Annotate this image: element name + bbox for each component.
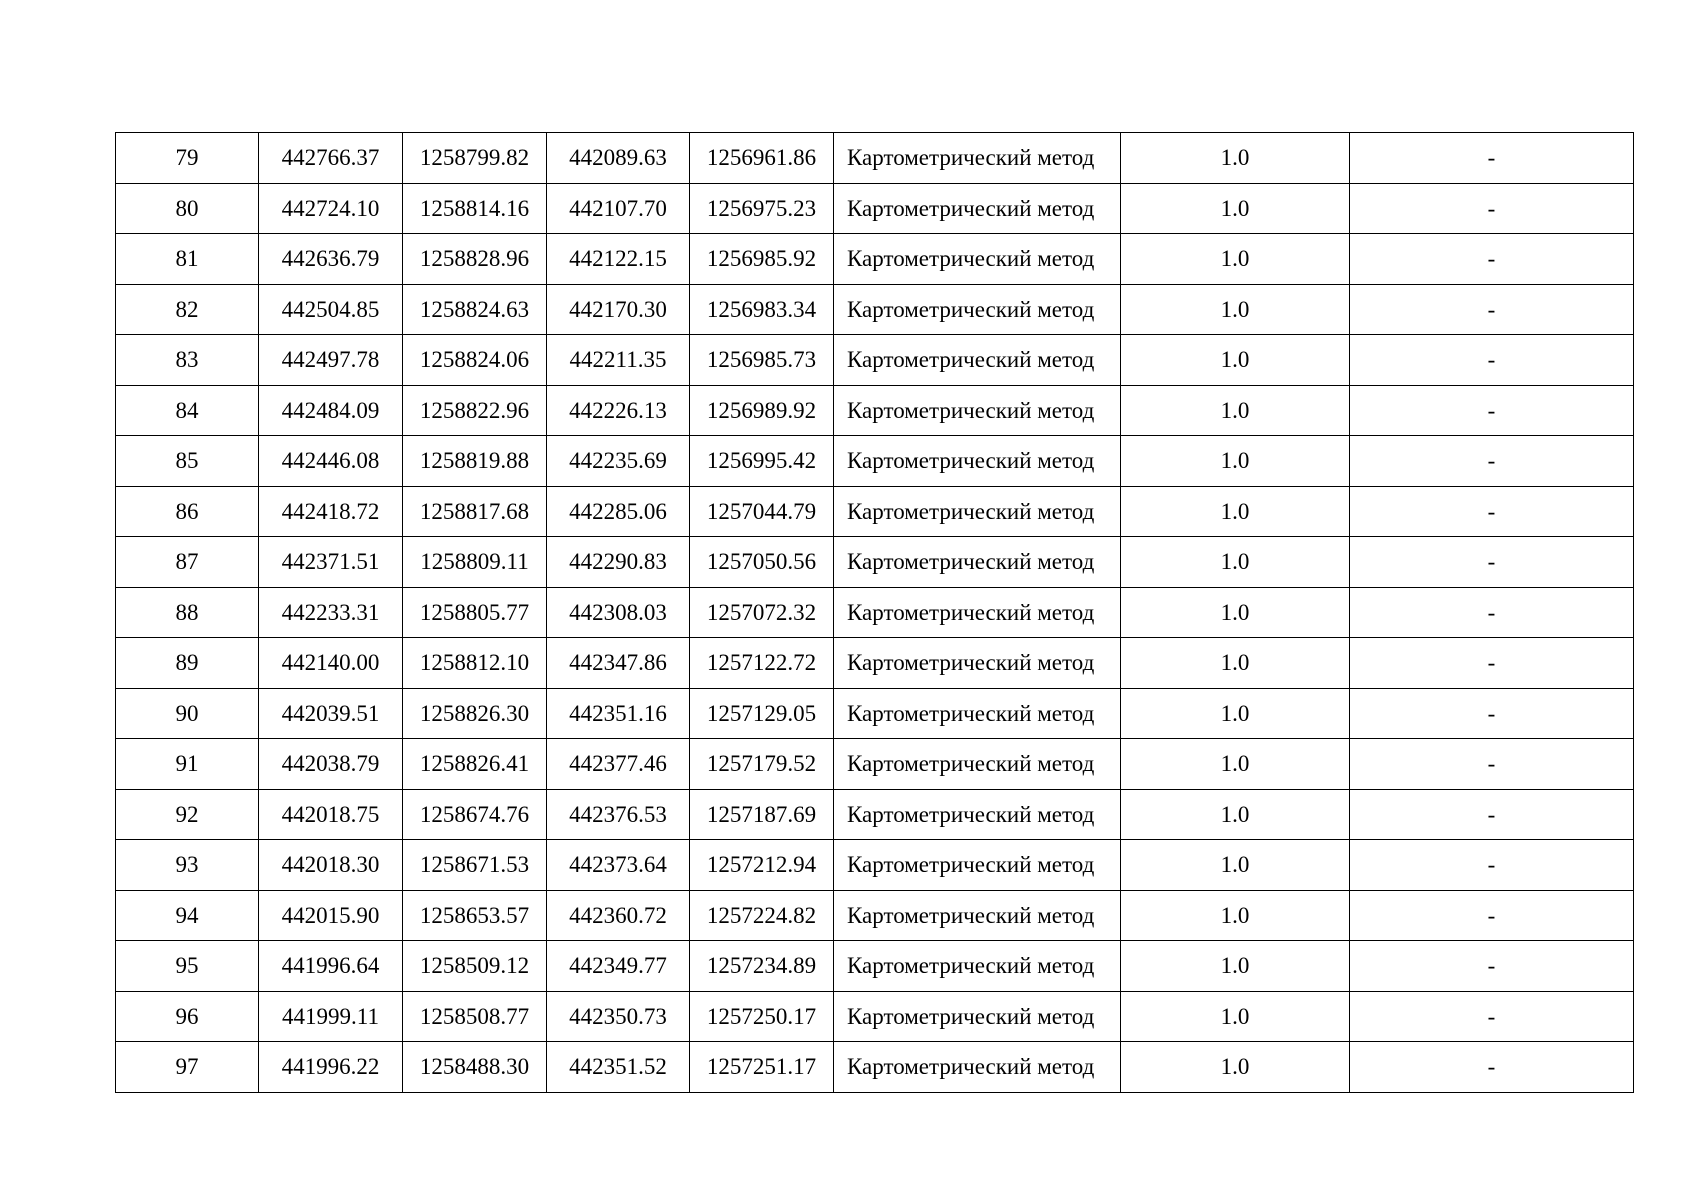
- y1-coordinate-cell: 1258817.68: [403, 486, 547, 537]
- y2-coordinate-cell: 1257234.89: [690, 941, 834, 992]
- x1-coordinate-cell: 442038.79: [259, 739, 403, 790]
- coordinates-table: [115, 132, 1634, 1093]
- point-number-cell: 94: [116, 890, 259, 941]
- x2-coordinate-cell: 442235.69: [547, 436, 690, 487]
- x2-coordinate-cell: 442351.16: [547, 688, 690, 739]
- note-cell: -: [1350, 688, 1634, 739]
- table-row: [116, 840, 1634, 891]
- table-row: [116, 890, 1634, 941]
- accuracy-cell: 1.0: [1121, 284, 1350, 335]
- accuracy-cell: 1.0: [1121, 688, 1350, 739]
- x2-coordinate-cell: 442285.06: [547, 486, 690, 537]
- x1-coordinate-cell: 442018.75: [259, 789, 403, 840]
- note-cell: -: [1350, 486, 1634, 537]
- table-row: [116, 436, 1634, 487]
- note-cell: -: [1350, 890, 1634, 941]
- method-cell: Картометрический метод: [834, 941, 1121, 992]
- accuracy-cell: 1.0: [1121, 991, 1350, 1042]
- point-number-cell: 79: [116, 133, 259, 184]
- accuracy-cell: 1.0: [1121, 941, 1350, 992]
- x1-coordinate-cell: 442015.90: [259, 890, 403, 941]
- y1-coordinate-cell: 1258671.53: [403, 840, 547, 891]
- accuracy-cell: 1.0: [1121, 739, 1350, 790]
- table-row: [116, 739, 1634, 790]
- method-cell: Картометрический метод: [834, 890, 1121, 941]
- point-number-cell: 86: [116, 486, 259, 537]
- x1-coordinate-cell: 442233.31: [259, 587, 403, 638]
- x1-coordinate-cell: 442504.85: [259, 284, 403, 335]
- note-cell: -: [1350, 133, 1634, 184]
- x2-coordinate-cell: 442107.70: [547, 183, 690, 234]
- y2-coordinate-cell: 1256989.92: [690, 385, 834, 436]
- y1-coordinate-cell: 1258809.11: [403, 537, 547, 588]
- table-row: [116, 133, 1634, 184]
- y1-coordinate-cell: 1258509.12: [403, 941, 547, 992]
- x2-coordinate-cell: 442360.72: [547, 890, 690, 941]
- y1-coordinate-cell: 1258508.77: [403, 991, 547, 1042]
- y2-coordinate-cell: 1257050.56: [690, 537, 834, 588]
- point-number-cell: 90: [116, 688, 259, 739]
- accuracy-cell: 1.0: [1121, 335, 1350, 386]
- accuracy-cell: 1.0: [1121, 890, 1350, 941]
- y2-coordinate-cell: 1257072.32: [690, 587, 834, 638]
- y2-coordinate-cell: 1257251.17: [690, 1042, 834, 1093]
- x2-coordinate-cell: 442347.86: [547, 638, 690, 689]
- accuracy-cell: 1.0: [1121, 183, 1350, 234]
- accuracy-cell: 1.0: [1121, 385, 1350, 436]
- y1-coordinate-cell: 1258824.63: [403, 284, 547, 335]
- method-cell: Картометрический метод: [834, 537, 1121, 588]
- x2-coordinate-cell: 442376.53: [547, 789, 690, 840]
- x1-coordinate-cell: 442018.30: [259, 840, 403, 891]
- table-row: [116, 991, 1634, 1042]
- method-cell: Картометрический метод: [834, 688, 1121, 739]
- accuracy-cell: 1.0: [1121, 133, 1350, 184]
- note-cell: -: [1350, 941, 1634, 992]
- point-number-cell: 87: [116, 537, 259, 588]
- point-number-cell: 97: [116, 1042, 259, 1093]
- y2-coordinate-cell: 1256975.23: [690, 183, 834, 234]
- method-cell: Картометрический метод: [834, 133, 1121, 184]
- y1-coordinate-cell: 1258814.16: [403, 183, 547, 234]
- x1-coordinate-cell: 442484.09: [259, 385, 403, 436]
- point-number-cell: 80: [116, 183, 259, 234]
- method-cell: Картометрический метод: [834, 840, 1121, 891]
- x1-coordinate-cell: 441996.22: [259, 1042, 403, 1093]
- note-cell: -: [1350, 739, 1634, 790]
- x1-coordinate-cell: 442766.37: [259, 133, 403, 184]
- x1-coordinate-cell: 442446.08: [259, 436, 403, 487]
- point-number-cell: 83: [116, 335, 259, 386]
- y2-coordinate-cell: 1256995.42: [690, 436, 834, 487]
- y2-coordinate-cell: 1256983.34: [690, 284, 834, 335]
- method-cell: Картометрический метод: [834, 486, 1121, 537]
- y2-coordinate-cell: 1257122.72: [690, 638, 834, 689]
- table-row: [116, 284, 1634, 335]
- point-number-cell: 82: [116, 284, 259, 335]
- note-cell: -: [1350, 436, 1634, 487]
- note-cell: -: [1350, 840, 1634, 891]
- y1-coordinate-cell: 1258824.06: [403, 335, 547, 386]
- x2-coordinate-cell: 442290.83: [547, 537, 690, 588]
- y1-coordinate-cell: 1258812.10: [403, 638, 547, 689]
- method-cell: Картометрический метод: [834, 991, 1121, 1042]
- y2-coordinate-cell: 1257044.79: [690, 486, 834, 537]
- y2-coordinate-cell: 1257187.69: [690, 789, 834, 840]
- table-row: [116, 183, 1634, 234]
- x2-coordinate-cell: 442377.46: [547, 739, 690, 790]
- y2-coordinate-cell: 1256985.92: [690, 234, 834, 285]
- y1-coordinate-cell: 1258822.96: [403, 385, 547, 436]
- x1-coordinate-cell: 442724.10: [259, 183, 403, 234]
- method-cell: Картометрический метод: [834, 385, 1121, 436]
- x2-coordinate-cell: 442350.73: [547, 991, 690, 1042]
- x2-coordinate-cell: 442349.77: [547, 941, 690, 992]
- note-cell: -: [1350, 335, 1634, 386]
- y1-coordinate-cell: 1258828.96: [403, 234, 547, 285]
- accuracy-cell: 1.0: [1121, 638, 1350, 689]
- point-number-cell: 84: [116, 385, 259, 436]
- method-cell: Картометрический метод: [834, 436, 1121, 487]
- note-cell: -: [1350, 234, 1634, 285]
- note-cell: -: [1350, 991, 1634, 1042]
- table-row: [116, 486, 1634, 537]
- x1-coordinate-cell: 442636.79: [259, 234, 403, 285]
- point-number-cell: 89: [116, 638, 259, 689]
- note-cell: -: [1350, 183, 1634, 234]
- method-cell: Картометрический метод: [834, 183, 1121, 234]
- y1-coordinate-cell: 1258653.57: [403, 890, 547, 941]
- point-number-cell: 92: [116, 789, 259, 840]
- accuracy-cell: 1.0: [1121, 486, 1350, 537]
- note-cell: -: [1350, 638, 1634, 689]
- table-row: [116, 941, 1634, 992]
- table-row: [116, 537, 1634, 588]
- y1-coordinate-cell: 1258826.41: [403, 739, 547, 790]
- x2-coordinate-cell: 442089.63: [547, 133, 690, 184]
- method-cell: Картометрический метод: [834, 739, 1121, 790]
- x1-coordinate-cell: 442497.78: [259, 335, 403, 386]
- method-cell: Картометрический метод: [834, 234, 1121, 285]
- method-cell: Картометрический метод: [834, 789, 1121, 840]
- x2-coordinate-cell: 442226.13: [547, 385, 690, 436]
- table-row: [116, 789, 1634, 840]
- y2-coordinate-cell: 1257250.17: [690, 991, 834, 1042]
- note-cell: -: [1350, 789, 1634, 840]
- method-cell: Картометрический метод: [834, 284, 1121, 335]
- table-row: [116, 385, 1634, 436]
- x1-coordinate-cell: 441999.11: [259, 991, 403, 1042]
- table-row: [116, 587, 1634, 638]
- x2-coordinate-cell: 442122.15: [547, 234, 690, 285]
- y1-coordinate-cell: 1258805.77: [403, 587, 547, 638]
- y2-coordinate-cell: 1257179.52: [690, 739, 834, 790]
- accuracy-cell: 1.0: [1121, 587, 1350, 638]
- x2-coordinate-cell: 442308.03: [547, 587, 690, 638]
- point-number-cell: 85: [116, 436, 259, 487]
- y1-coordinate-cell: 1258819.88: [403, 436, 547, 487]
- y2-coordinate-cell: 1257212.94: [690, 840, 834, 891]
- table-row: [116, 335, 1634, 386]
- x2-coordinate-cell: 442211.35: [547, 335, 690, 386]
- x1-coordinate-cell: 442140.00: [259, 638, 403, 689]
- y2-coordinate-cell: 1256985.73: [690, 335, 834, 386]
- point-number-cell: 88: [116, 587, 259, 638]
- x1-coordinate-cell: 442418.72: [259, 486, 403, 537]
- note-cell: -: [1350, 284, 1634, 335]
- note-cell: -: [1350, 587, 1634, 638]
- point-number-cell: 81: [116, 234, 259, 285]
- x1-coordinate-cell: 442371.51: [259, 537, 403, 588]
- note-cell: -: [1350, 1042, 1634, 1093]
- accuracy-cell: 1.0: [1121, 234, 1350, 285]
- method-cell: Картометрический метод: [834, 1042, 1121, 1093]
- accuracy-cell: 1.0: [1121, 537, 1350, 588]
- x2-coordinate-cell: 442373.64: [547, 840, 690, 891]
- x2-coordinate-cell: 442351.52: [547, 1042, 690, 1093]
- table-body: [116, 133, 1634, 1093]
- note-cell: -: [1350, 537, 1634, 588]
- x2-coordinate-cell: 442170.30: [547, 284, 690, 335]
- x1-coordinate-cell: 442039.51: [259, 688, 403, 739]
- point-number-cell: 96: [116, 991, 259, 1042]
- x1-coordinate-cell: 441996.64: [259, 941, 403, 992]
- y1-coordinate-cell: 1258674.76: [403, 789, 547, 840]
- y1-coordinate-cell: 1258826.30: [403, 688, 547, 739]
- method-cell: Картометрический метод: [834, 587, 1121, 638]
- y2-coordinate-cell: 1257129.05: [690, 688, 834, 739]
- point-number-cell: 93: [116, 840, 259, 891]
- accuracy-cell: 1.0: [1121, 840, 1350, 891]
- y1-coordinate-cell: 1258799.82: [403, 133, 547, 184]
- note-cell: -: [1350, 385, 1634, 436]
- table-row: [116, 234, 1634, 285]
- method-cell: Картометрический метод: [834, 335, 1121, 386]
- accuracy-cell: 1.0: [1121, 789, 1350, 840]
- y2-coordinate-cell: 1257224.82: [690, 890, 834, 941]
- accuracy-cell: 1.0: [1121, 1042, 1350, 1093]
- y2-coordinate-cell: 1256961.86: [690, 133, 834, 184]
- point-number-cell: 95: [116, 941, 259, 992]
- table-row: [116, 1042, 1634, 1093]
- point-number-cell: 91: [116, 739, 259, 790]
- y1-coordinate-cell: 1258488.30: [403, 1042, 547, 1093]
- accuracy-cell: 1.0: [1121, 436, 1350, 487]
- table-row: [116, 638, 1634, 689]
- method-cell: Картометрический метод: [834, 638, 1121, 689]
- table-row: [116, 688, 1634, 739]
